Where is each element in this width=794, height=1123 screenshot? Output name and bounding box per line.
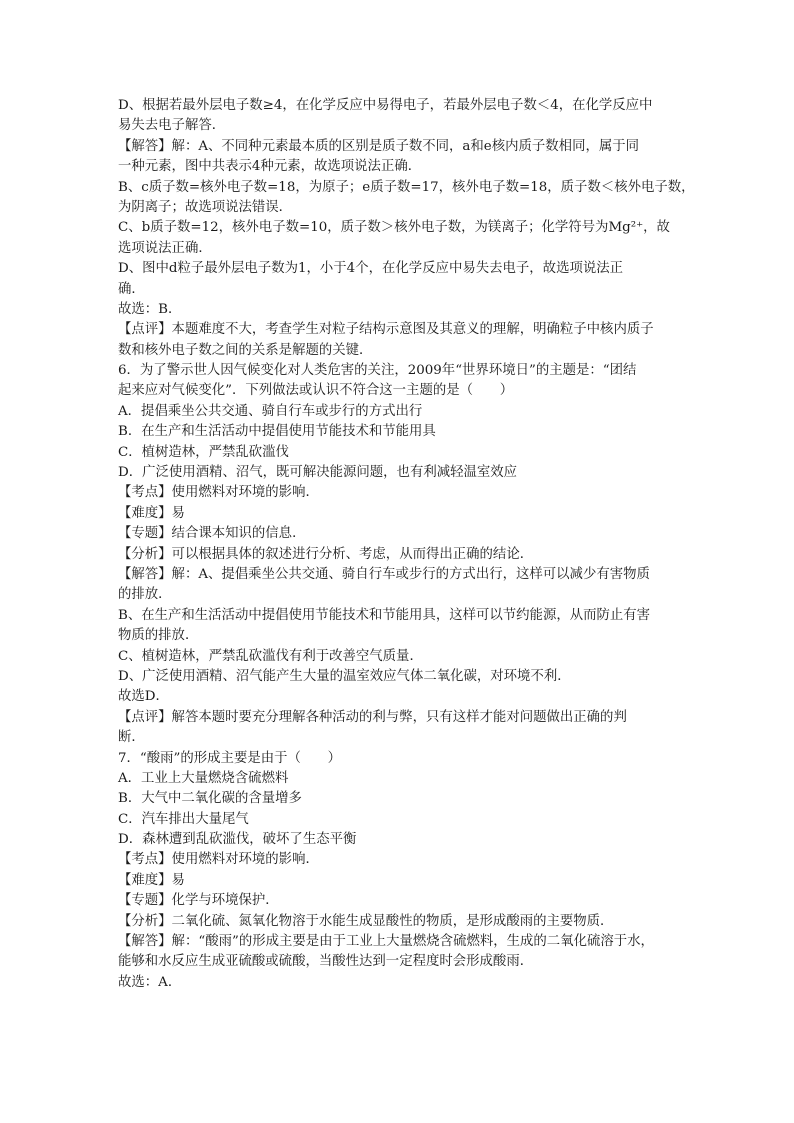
question-6-option-b: B．在生产和生活活动中提倡使用节能技术和节能用具 — [118, 424, 436, 440]
question-6-stem: 6．为了警示世人因气候变化对人类危害的关注，2009年“世界环境日”的主题是：“团结 — [118, 363, 637, 379]
text-line: C、b质子数=12，核外电子数=10，质子数＞核外电子数，为镁离子；化学符号为Mg²⁺，故 — [118, 220, 670, 236]
question-7-option-c: C．汽车排出大量尾气 — [118, 811, 249, 827]
text-line: 【考点】使用燃料对环境的影响． — [118, 852, 319, 868]
question-6-option-a: A．提倡乘坐公共交通、骑自行车或步行的方式出行 — [118, 403, 423, 419]
text-line: 易失去电子解答． — [118, 118, 226, 134]
text-line: D、广泛使用酒精、沼气能产生大量的温室效应气体二氧化碳，对环境不利． — [118, 668, 571, 684]
text-line: 【解答】解：A、提倡乘坐公共交通、骑自行车或步行的方式出行，这样可以减少有害物质 — [118, 566, 650, 582]
text-line: 故选：B． — [118, 301, 182, 317]
text-line: 故选D． — [118, 689, 169, 705]
text-line: 选项说法正确． — [118, 240, 212, 256]
text-line: 【解答】解：“酸雨”的形成主要是由于工业上大量燃烧含硫燃料，生成的二氧化硫溶于水， — [118, 934, 654, 950]
text-line: D、根据若最外层电子数≥4，在化学反应中易得电子，若最外层电子数＜4，在化学反应中 — [118, 98, 653, 113]
question-7-option-a: A．工业上大量燃烧含硫燃料 — [118, 770, 289, 786]
question-6-option-c: C．植树造林，严禁乱砍滥伐 — [118, 444, 289, 460]
text-line: 【专题】结合课本知识的信息． — [118, 526, 306, 542]
text-line: 【分析】可以根据具体的叙述进行分析、考虑，从而得出正确的结论． — [118, 546, 534, 562]
text-line: 断． — [118, 730, 145, 746]
text-line: 【考点】使用燃料对环境的影响． — [118, 485, 319, 501]
text-line: B、在生产和生活活动中提倡使用节能技术和节能用具，这样可以节约能源，从而防止有害 — [118, 607, 651, 623]
text-line: 【点评】解答本题时要充分理解各种活动的利与弊，只有这样才能对问题做出正确的判 — [118, 709, 627, 725]
text-line: 故选：A． — [118, 974, 182, 990]
text-line: 确． — [118, 281, 145, 297]
question-7-option-b: B．大气中二氧化碳的含量增多 — [118, 791, 302, 807]
text-line: 数和核外电子数之间的关系是解题的关键． — [118, 342, 373, 358]
text-line: 【专题】化学与环境保护． — [118, 893, 279, 909]
text-line: 【点评】本题难度不大，考查学生对粒子结构示意图及其意义的理解，明确粒子中核内质子 — [118, 322, 654, 338]
text-line: 一种元素，图中共表示4种元素，故选项说法正确． — [118, 159, 422, 175]
question-6-option-d: D．广泛使用酒精、沼气，既可解决能源问题，也有利减轻温室效应 — [118, 465, 518, 481]
text-line: 为阴离子；故选项说法错误． — [118, 199, 293, 215]
text-line: 【分析】二氧化硫、氮氧化物溶于水能生成显酸性的物质，是形成酸雨的主要物质． — [118, 913, 614, 929]
text-line: C、植树造林，严禁乱砍滥伐有利于改善空气质量． — [118, 648, 423, 664]
text-line: 的排放． — [118, 587, 172, 603]
document-page — [118, 96, 695, 993]
question-7-option-d: D．森林遭到乱砍滥伐，破坏了生态平衡 — [118, 832, 357, 848]
text-line: 【难度】易 — [118, 872, 185, 888]
text-line: 能够和水反应生成亚硫酸或硫酸，当酸性达到一定程度时会形成酸雨． — [118, 954, 534, 970]
text-line: 【难度】易 — [118, 505, 185, 521]
text-line: 【解答】解：A、不同种元素最本质的区别是质子数不同，a和e核内质子数相同，属于同 — [118, 138, 640, 154]
question-7-stem: 7．“酸雨”的形成主要是由于（ ） — [118, 750, 342, 766]
text-line: B、c质子数=核外电子数=18，为原子；e质子数=17，核外电子数=18，质子数＜核外电子数， — [118, 179, 695, 195]
text-line: D、图中d粒子最外层电子数为1，小于4个，在化学反应中易失去电子，故选项说法正 — [118, 261, 624, 277]
text-line: 物质的排放． — [118, 628, 199, 644]
question-6-stem: 起来应对气候变化”．下列做法或认识不符合这一主题的是（ ） — [118, 383, 514, 399]
